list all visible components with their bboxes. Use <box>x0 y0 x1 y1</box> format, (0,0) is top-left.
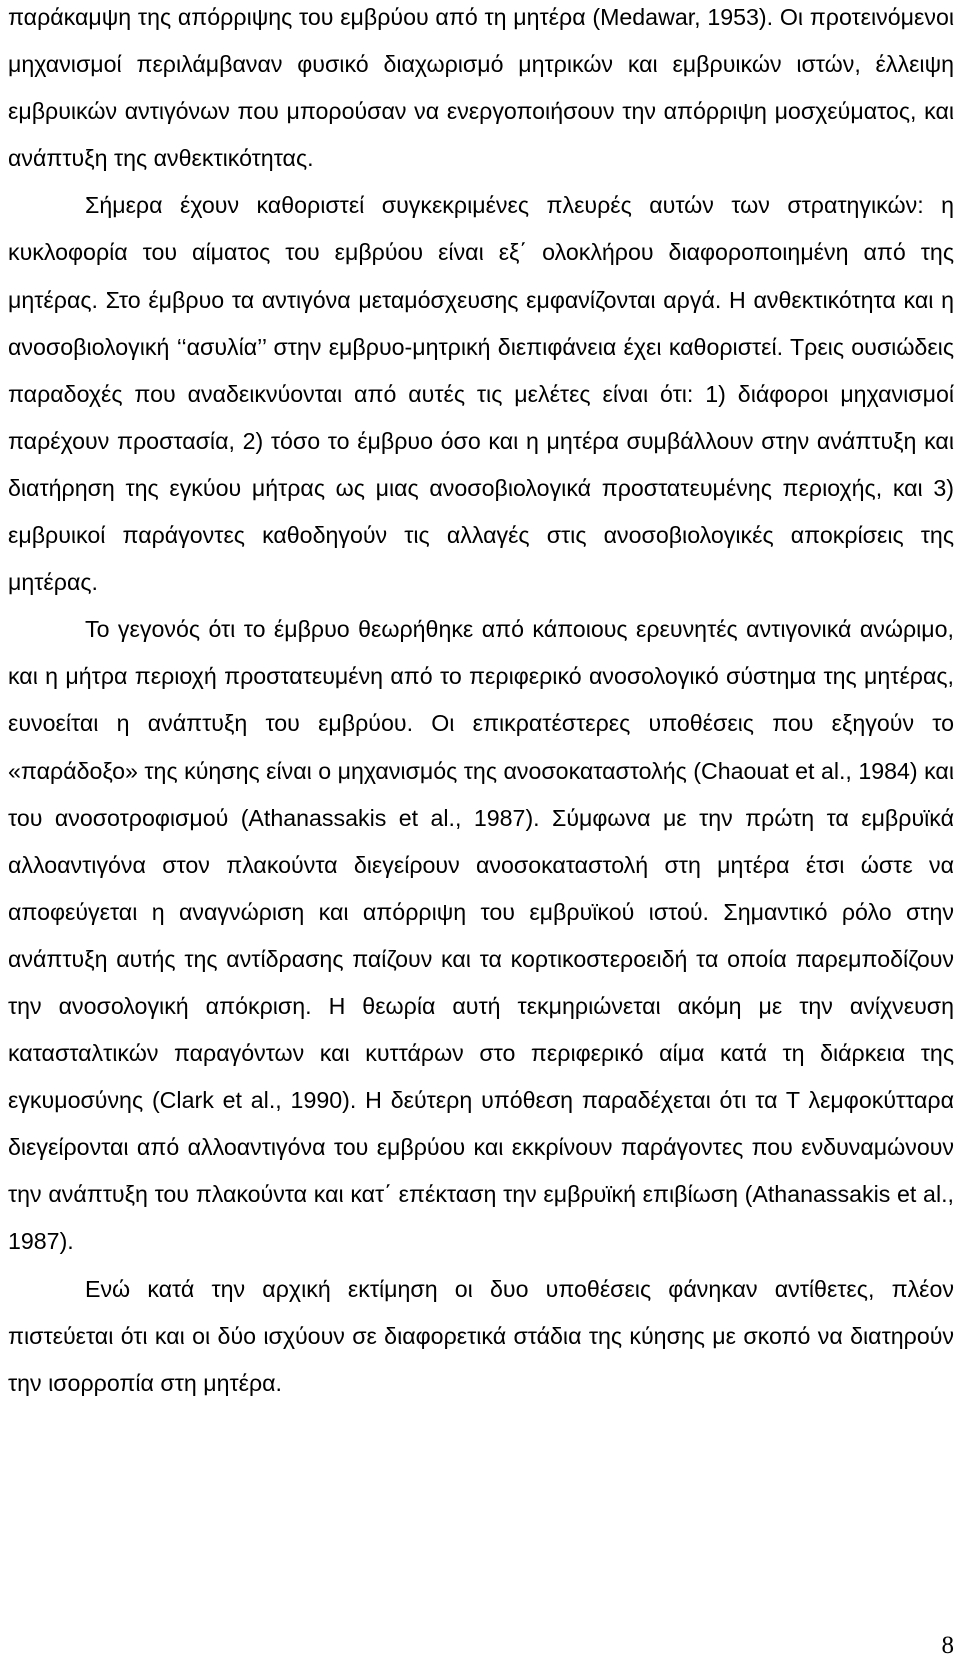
page-number: 8 <box>941 1632 954 1659</box>
paragraph-hypotheses: Το γεγονός ότι το έμβρυο θεωρήθηκε από κάποιους ερευνητές αντιγονικά ανώριμο, και η μήτρα περιοχή προστατευμένη από το περιφερικό ανοσολογικό σύστημα της μητέρας, ευνοείται η ανάπτυξη του εμβρύου. Οι επικρατέστερες υποθέσεις που εξηγούν το «παράδοξο» της κύησης είναι ο μηχανισμός της ανοσοκαταστολής (Chaouat et al., 1984) και του ανοσοτροφισμού (Athanassakis et al., 1987). Σύμφωνα με την πρώτη τα εμβρυϊκά αλλοαντιγόνα στον πλακούντα διεγείρουν ανοσοκαταστολή στη μητέρα έτσι ώστε να αποφεύγεται η αναγνώριση και απόρριψη του εμβρυϊκού ιστού. Σημαντικό ρόλο στην ανάπτυξη αυτής της αντίδρασης παίζουν και τα κορτικοστεροειδή τα οποία παρεμποδίζουν την ανοσολογική απόκριση. Η θεωρία αυτή τεκμηριώνεται ακόμη με την ανίχνευση κατασταλτικών παραγόντων και κυττάρων στο περιφερικό αίμα κατά τη διάρκεια της εγκυμοσύνης (Clark et al., 1990). Η δεύτερη υπόθεση παραδέχεται ότι τα Τ λεμφοκύτταρα διεγείρονται από αλλοαντιγόνα του εμβρύου και εκκρίνουν παράγοντες που ενδυναμώνουν την ανάπτυξη του πλακούντα και κατ΄ επέκταση την εμβρυϊκή επιβίωση (Athanassakis et al., 1987). <box>8 616 954 1255</box>
document-page <box>8 0 954 1407</box>
paragraph-conclusion: Ενώ κατά την αρχική εκτίμηση οι δυο υποθέσεις φάνηκαν αντίθετες, πλέον πιστεύεται ότι και οι δύο ισχύουν σε διαφορετικά στάδια της κύησης με σκοπό να διατηρούν την ισορροπία στη μητέρα. <box>8 1275 954 1396</box>
paragraph-strategies: Σήμερα έχουν καθοριστεί συγκεκριμένες πλευρές αυτών των στρατηγικών: η κυκλοφορία του αίματος του εμβρύου είναι εξ΄ ολοκλήρου διαφοροποιημένη από της μητέρας. Στο έμβρυο τα αντιγόνα μεταμόσχευσης εμφανίζονται αργά. Η ανθεκτικότητα και η ανοσοβιολογική ‘‘ασυλία’’ στην εμβρυο-μητρική διεπιφάνεια έχει καθοριστεί. Τρεις ουσιώδεις παραδοχές που αναδεικνύονται από αυτές τις μελέτες είναι ότι: 1) διάφοροι μηχανισμοί παρέχουν προστασία, 2) τόσο το έμβρυο όσο και η μητέρα συμβάλλουν στην ανάπτυξη και διατήρηση της εγκύου μήτρας ως μιας ανοσοβιολογικά προστατευμένης περιοχής, και 3) εμβρυικοί παράγοντες καθοδηγούν τις αλλαγές στις ανοσοβιολογικές αποκρίσεις της μητέρας. <box>8 192 954 596</box>
paragraph-continuation: παράκαμψη της απόρριψης του εμβρύου από τη μητέρα (Medawar, 1953). Οι προτεινόμενοι μηχανισμοί περιλάμβαναν φυσικό διαχωρισμό μητρικών και εμβρυικών ιστών, έλλειψη εμβρυικών αντιγόνων που μπορούσαν να ενεργοποιήσουν την απόρριψη μοσχεύματος, και ανάπτυξη της ανθεκτικότητας. <box>8 4 954 172</box>
